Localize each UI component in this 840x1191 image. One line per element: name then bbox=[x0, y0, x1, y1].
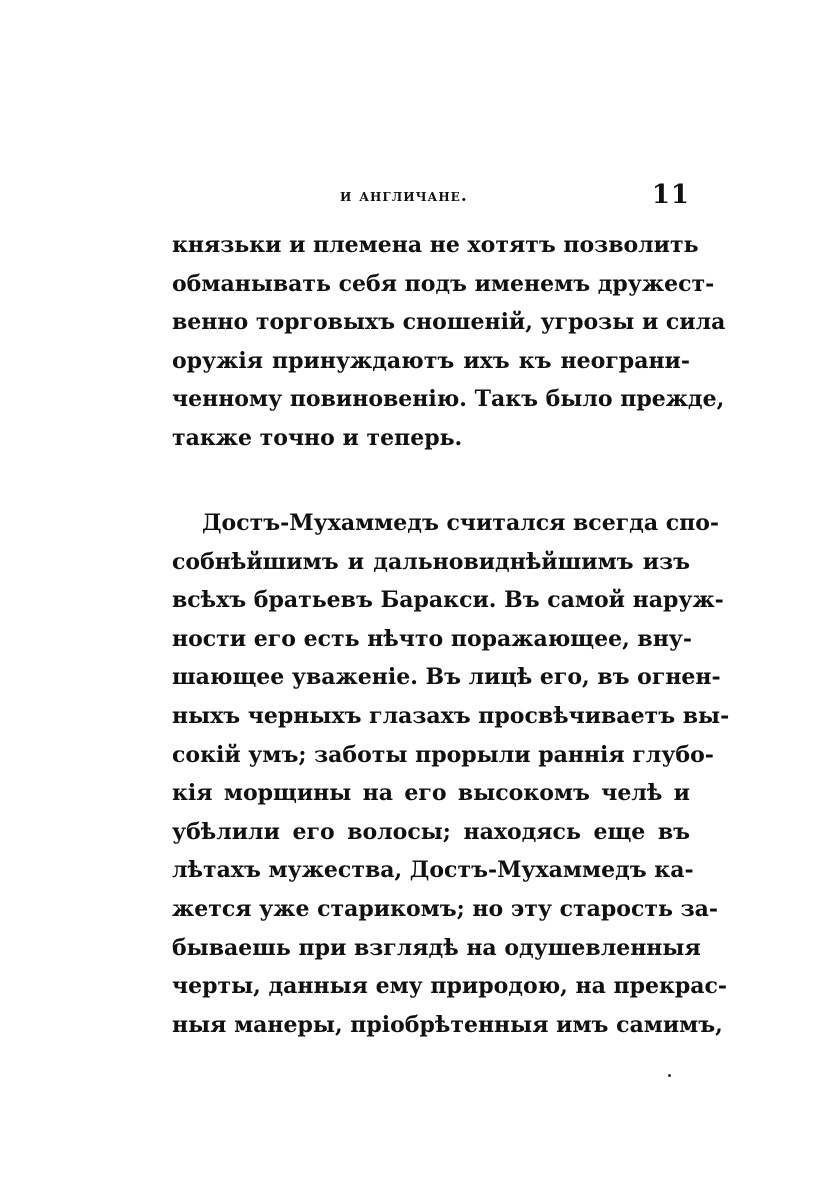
text-line: всѣхъ братьевъ Баракси. Въ самой наруж- bbox=[172, 587, 724, 614]
text-line: ченному повиновенію. Такъ было прежде, bbox=[172, 386, 725, 413]
text-line: оружія принуждаютъ ихъ къ неограни- bbox=[172, 347, 690, 374]
ink-speck bbox=[668, 1074, 671, 1077]
running-head bbox=[168, 180, 690, 220]
text-line: сокій умъ; заботы прорыли раннія глубо- bbox=[172, 741, 714, 768]
text-line: князьки и племена не хотятъ позволить bbox=[172, 232, 699, 258]
text-line: лѣтахъ мужества, Достъ-Мухаммедъ ка- bbox=[172, 857, 694, 884]
text-line: венно торговыхъ сношеній, угрозы и сила bbox=[172, 309, 726, 336]
text-line: также точно и теперь. bbox=[172, 424, 463, 451]
text-line: шающее уваженіе. Въ лицѣ его, въ огнен- bbox=[172, 664, 721, 691]
text-line: собнѣйшимъ и дальновиднѣйшимъ изъ bbox=[172, 548, 690, 575]
text-line: бываешь при взглядѣ на одушевленныя bbox=[172, 934, 701, 961]
text-line: ныхъ черныхъ глазахъ просвѣчиваетъ вы- bbox=[172, 702, 730, 729]
text-line: обманывать себя подъ именемъ дружест- bbox=[172, 270, 715, 297]
text-line: ныя манеры, пріобрѣтенныя имъ самимъ, bbox=[172, 1011, 723, 1038]
text-line: ности его есть нѣчто поражающее, вну- bbox=[172, 625, 693, 652]
text-line: кія морщины на его высокомъ челѣ и bbox=[172, 780, 690, 807]
text-line: Достъ-Мухаммедъ считался всегда спо- bbox=[202, 510, 720, 536]
text-line: жется уже старикомъ; но эту старость за- bbox=[172, 895, 719, 922]
paragraph-2 bbox=[172, 504, 730, 1044]
text-line: убѣлили его волосы; находясь еще въ bbox=[172, 818, 690, 845]
page-number: 11 bbox=[651, 180, 690, 210]
paragraph-1 bbox=[172, 226, 726, 458]
text-line: черты, данныя ему природою, на прекрас- bbox=[172, 973, 728, 1000]
running-title: и англичане. bbox=[340, 186, 468, 206]
